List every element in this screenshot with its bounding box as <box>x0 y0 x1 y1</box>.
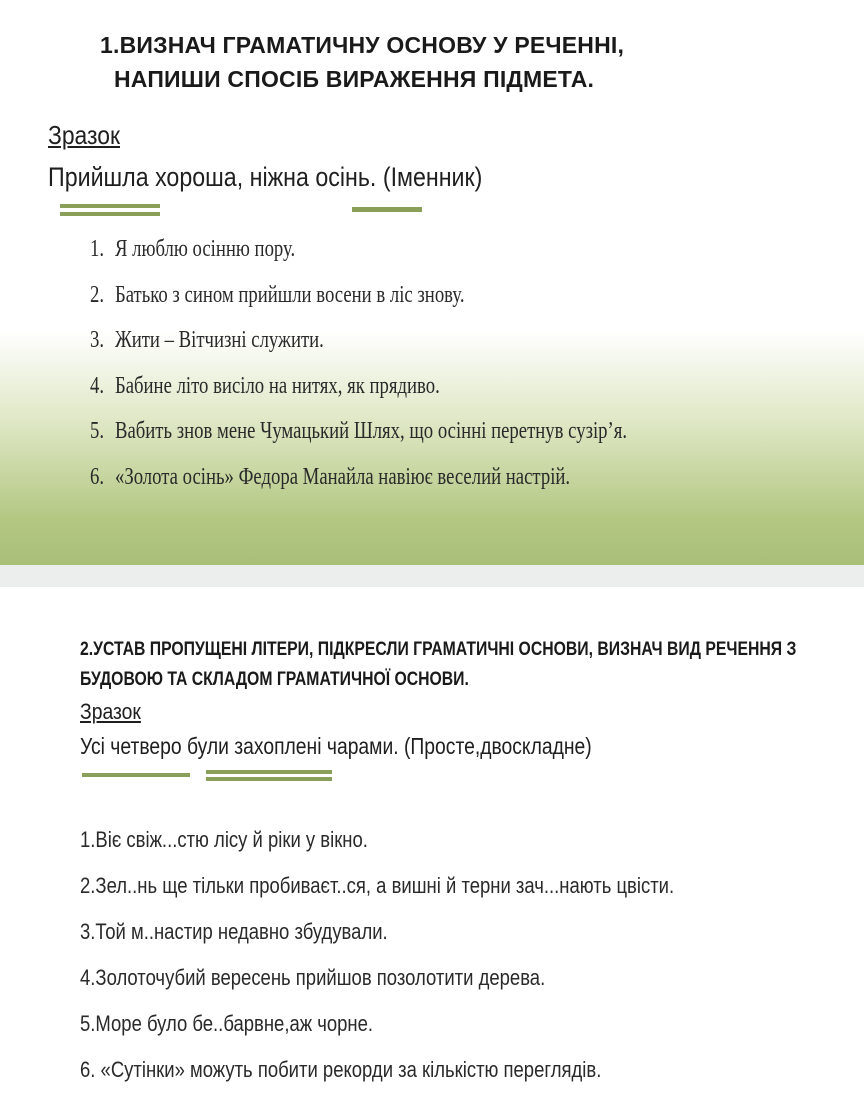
list-item: 2.Зел..нь ще тільки пробиваєт..ся, а вишні й терни зач...нають цвісти. <box>80 873 675 898</box>
list-item: 1.Віє свіж...стю лісу й ріки у вікно. <box>80 827 368 852</box>
list-item: 5.Море було бе..барвне,аж чорне. <box>80 1011 374 1036</box>
task-1-title-line-2: НАПИШИ СПОСІБ ВИРАЖЕННЯ ПІДМЕТА. <box>114 66 595 92</box>
predicate-underline-top <box>206 770 332 774</box>
task-2-sentence-list <box>80 827 787 1103</box>
list-item: 6. «Сутінки» можуть побити рекорди за кількістю переглядів. <box>80 1057 602 1082</box>
task-1-sentence-list <box>90 236 779 509</box>
task-1-sample-text: Прийшла хороша, ніжна осінь. (Іменник) <box>48 162 483 192</box>
list-item: 1. Я люблю осінню пору. <box>90 236 296 262</box>
task-2-sample-label: Зразок <box>80 699 141 724</box>
task-1-sample-label: Зразок <box>48 120 120 150</box>
predicate-underline-top <box>60 204 160 208</box>
predicate-underline-bottom <box>206 777 332 781</box>
task-2-title <box>80 635 797 695</box>
list-item: 5. Вабить знов мене Чумацький Шлях, що осінні перетнув сузір’я. <box>90 418 628 444</box>
list-item: 3.Той м..настир недавно збудували. <box>80 919 388 944</box>
task-2-title-line-1: 2.УСТАВ ПРОПУЩЕНІ ЛІТЕРИ, ПІДКРЕСЛИ ГРАМАТИЧНІ ОСНОВИ, ВИЗНАЧ ВИД РЕЧЕННЯ З <box>80 639 797 660</box>
list-item: 3. Жити – Вітчизні служити. <box>90 327 324 353</box>
task-2-sample-text: Усі четверо були захоплені чарами. (Просте,двоскладне) <box>80 733 592 759</box>
subject-underline <box>352 207 422 212</box>
slide-task-2 <box>0 587 864 1104</box>
subject-underline <box>82 773 190 777</box>
list-item: 4.Золоточубий вересень прийшов позолотити дерева. <box>80 965 546 990</box>
list-item: 4. Бабине літо висіло на нитях, як прядиво. <box>90 372 440 399</box>
task-1-title <box>100 28 820 96</box>
list-item: 2. Батько з сином прийшли восени в ліс знову. <box>90 281 465 308</box>
task-2-title-line-2: БУДОВОЮ ТА СКЛАДОМ ГРАМАТИЧНОЇ ОСНОВИ. <box>80 669 469 690</box>
list-item: 6. «Золота осінь» Федора Манайла навіює веселий настрій. <box>90 463 571 490</box>
task-1-title-line-1: 1.ВИЗНАЧ ГРАМАТИЧНУ ОСНОВУ У РЕЧЕННІ, <box>100 32 625 58</box>
slide-separator <box>0 565 864 587</box>
predicate-underline-bottom <box>60 212 160 216</box>
